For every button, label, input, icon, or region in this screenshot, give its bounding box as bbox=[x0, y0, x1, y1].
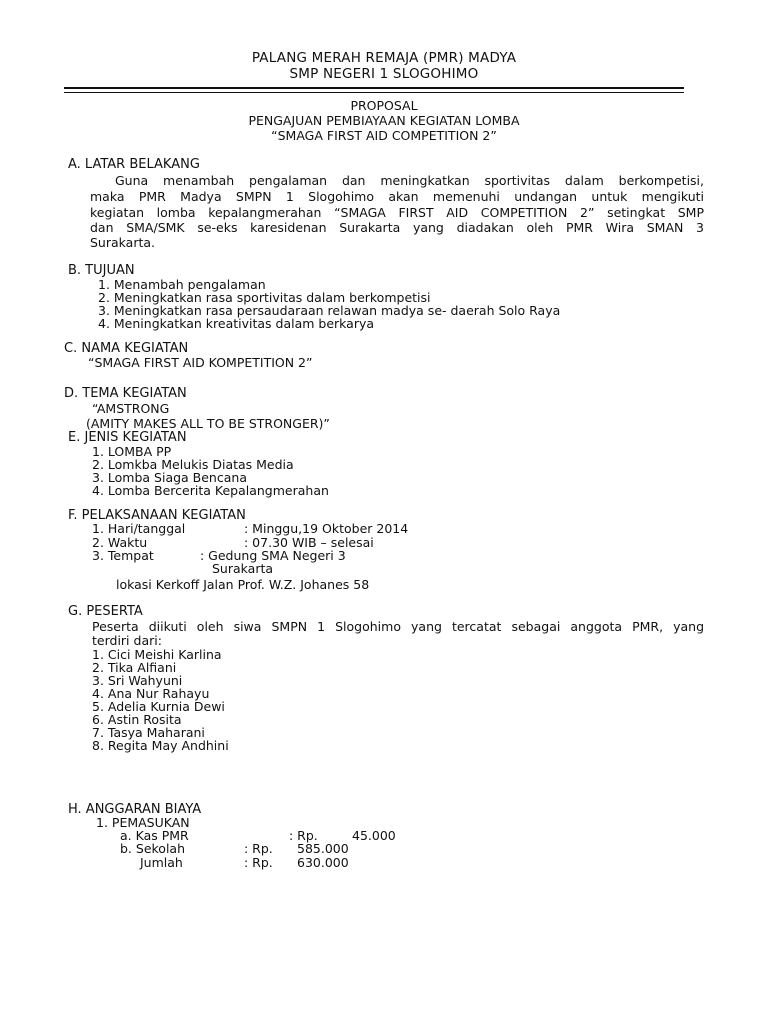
doc-subtitle: PENGAJUAN PEMBIAYAAN KEGIATAN LOMBA bbox=[248, 113, 520, 128]
section-g-para-line: Peserta diikuti oleh siwa SMPN 1 Slogohimo yang tercatat sebagai anggota PMR, yang bbox=[92, 619, 704, 634]
header-rule-thick bbox=[64, 87, 684, 89]
section-a-para-line: kegiatan lomba kepalangmerahan “SMAGA FIRST AID COMPETITION 2” setingkat SMP bbox=[90, 205, 704, 220]
schedule-label: 1. Hari/tanggal bbox=[92, 521, 186, 536]
header-rule-thin bbox=[64, 92, 684, 93]
budget-colon: : Rp. bbox=[244, 841, 273, 856]
schedule-value: : Minggu,19 Oktober 2014 bbox=[244, 521, 409, 536]
member-item: 5. Adelia Kurnia Dewi bbox=[92, 699, 225, 714]
member-item: 7. Tasya Maharani bbox=[92, 725, 205, 740]
section-a-para-line: dan SMA/SMK se-eks karesidenan Surakarta yang diadakan oleh PMR Wira SMAN 3 bbox=[90, 220, 704, 235]
member-item: 6. Astin Rosita bbox=[92, 712, 182, 727]
budget-colon: : Rp. bbox=[289, 828, 318, 843]
section-a-para-line: Surakarta. bbox=[90, 235, 156, 250]
school-name: SMP NEGERI 1 SLOGOHIMO bbox=[289, 66, 479, 82]
list-item: 2. Lomkba Melukis Diatas Media bbox=[92, 457, 294, 472]
schedule-value: : 07.30 WIB – selesai bbox=[244, 535, 374, 550]
list-item: 3. Lomba Siaga Bencana bbox=[92, 470, 247, 485]
schedule-label: 2. Waktu bbox=[92, 535, 148, 550]
member-item: 8. Regita May Andhini bbox=[92, 738, 229, 753]
doc-title: PROPOSAL bbox=[350, 98, 418, 113]
list-item: 2. Meningkatkan rasa sportivitas dalam berkompetisi bbox=[98, 290, 431, 305]
section-h-heading: H. ANGGARAN BIAYA bbox=[68, 802, 202, 817]
member-item: 2. Tika Alfiani bbox=[92, 660, 177, 675]
budget-subheading: 1. PEMASUKAN bbox=[96, 815, 190, 830]
budget-total-label: Jumlah bbox=[140, 855, 183, 870]
list-item: 4. Lomba Bercerita Kepalangmerahan bbox=[92, 483, 329, 498]
theme-line: (AMITY MAKES ALL TO BE STRONGER)” bbox=[86, 416, 330, 431]
member-item: 1. Cici Meishi Karlina bbox=[92, 647, 222, 662]
list-item: 4. Meningkatkan kreativitas dalam berkarya bbox=[98, 316, 375, 331]
event-title: “SMAGA FIRST AID COMPETITION 2” bbox=[271, 128, 497, 143]
location-text: lokasi Kerkoff Jalan Prof. W.Z. Johanes 58 bbox=[116, 577, 370, 592]
section-d-heading: D. TEMA KEGIATAN bbox=[64, 386, 187, 401]
schedule-value: : Gedung SMA Negeri 3 bbox=[200, 548, 346, 563]
section-a-para-line: Guna menambah pengalaman dan meningkatkan sportivitas dalam berkompetisi, bbox=[115, 173, 704, 188]
budget-label: b. Sekolah bbox=[120, 841, 186, 856]
org-name: PALANG MERAH REMAJA (PMR) MADYA bbox=[251, 50, 517, 66]
list-item: 1. LOMBA PP bbox=[92, 444, 172, 459]
section-a-para-line: maka PMR Madya SMPN 1 Slogohimo akan memenuhi undangan untuk mengikuti bbox=[90, 189, 704, 204]
section-b-heading: B. TUJUAN bbox=[68, 263, 135, 278]
budget-amount: 45.000 bbox=[352, 828, 396, 843]
list-item: 1. Menambah pengalaman bbox=[98, 277, 266, 292]
budget-label: a. Kas PMR bbox=[120, 828, 189, 843]
section-f-heading: F. PELAKSANAAN KEGIATAN bbox=[68, 508, 246, 523]
budget-total-amount: 630.000 bbox=[297, 855, 349, 870]
member-item: 3. Sri Wahyuni bbox=[92, 673, 183, 688]
section-g-heading: G. PESERTA bbox=[68, 604, 143, 619]
schedule-value-cont: Surakarta bbox=[212, 561, 274, 576]
theme-line: “AMSTRONG bbox=[92, 401, 170, 416]
list-item: 3. Meningkatkan rasa persaudaraan relawan madya se- daerah Solo Raya bbox=[98, 303, 561, 318]
schedule-label: 3. Tempat bbox=[92, 548, 154, 563]
section-c-heading: C. NAMA KEGIATAN bbox=[64, 341, 189, 356]
budget-amount: 585.000 bbox=[297, 841, 349, 856]
event-name: “SMAGA FIRST AID KOMPETITION 2” bbox=[88, 355, 313, 370]
member-item: 4. Ana Nur Rahayu bbox=[92, 686, 210, 701]
section-g-para-line: terdiri dari: bbox=[92, 633, 162, 648]
budget-colon: : Rp. bbox=[244, 855, 273, 870]
section-e-heading: E. JENIS KEGIATAN bbox=[68, 430, 187, 445]
section-a-heading: A. LATAR BELAKANG bbox=[68, 157, 200, 172]
